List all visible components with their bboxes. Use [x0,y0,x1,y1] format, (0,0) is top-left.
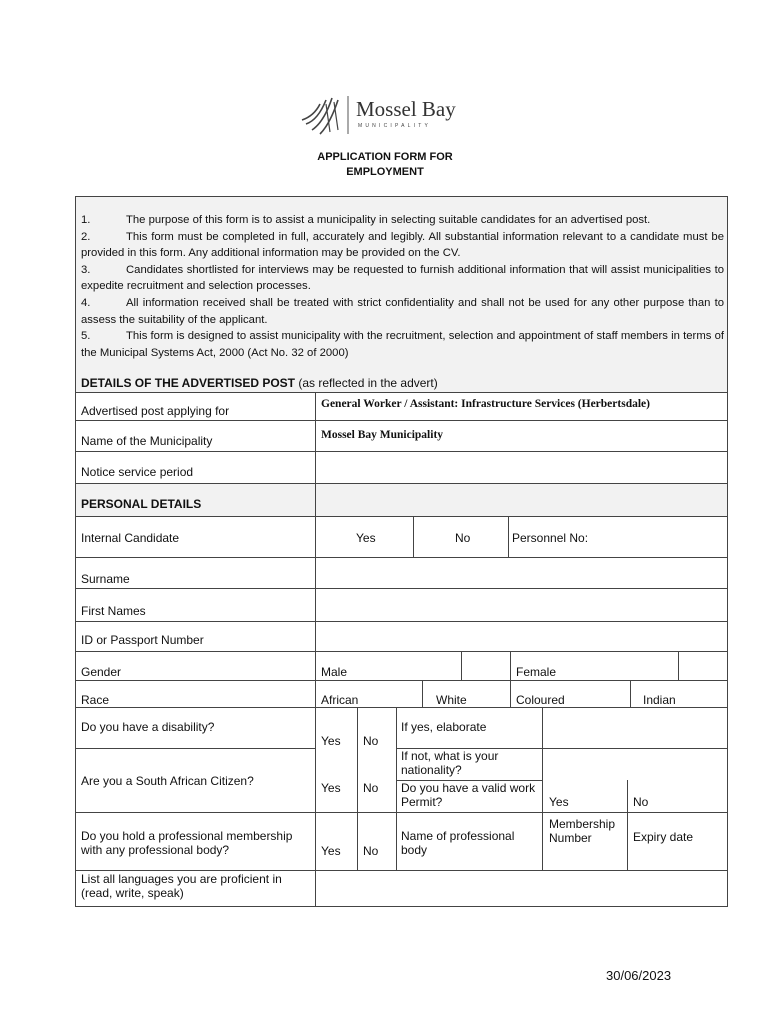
race-indian-option[interactable]: Indian [643,693,676,707]
mossel-bay-emblem-icon [300,94,352,138]
membership-label: Do you hold a professional membership with any professional body? [81,829,293,857]
municipality-value[interactable]: Mossel Bay Municipality [321,429,444,441]
title-line-1: APPLICATION FORM FOR [317,151,453,163]
languages-label: List all languages you are proficient in (read, write, speak) [81,872,282,900]
disability-elaborate-label: If yes, elaborate [401,720,487,734]
surname-label: Surname [81,572,130,586]
disability-yes-option[interactable]: Yes [321,734,341,748]
gender-female-option[interactable]: Female [516,665,557,679]
logo-subtitle: MUNICIPALITY [358,123,432,129]
work-permit-label: Do you have a valid work Permit? [401,781,536,809]
citizen-label: Are you a South African Citizen? [81,774,254,788]
logo-name: Mossel Bay [356,97,456,121]
race-white-option[interactable]: White [436,693,467,707]
notice-period-label: Notice service period [81,465,194,479]
intro-item: 3. Candidates shortlisted for interviews may be requested to furnish additional information that will assist municipalities to expedite recruitment and selection processes. [81,263,724,293]
internal-no-option[interactable]: No [455,531,471,545]
intro-item: 1. The purpose of this form is to assist a municipality in selecting suitable candidates for an advertised post. [81,214,651,226]
id-passport-label: ID or Passport Number [81,633,204,647]
advert-section-heading: DETAILS OF THE ADVERTISED POST (as reflected in the advert) [81,376,438,390]
personnel-number-label: Personnel No: [512,531,589,545]
membership-yes-option[interactable]: Yes [321,844,341,858]
intro-instructions [81,212,724,361]
intro-item: 4. All information received shall be treated with strict confidentiality and shall not be used for any other purpose than to assess the suitability of the applicant. [81,296,724,326]
gender-male-option[interactable]: Male [321,665,348,679]
post-value[interactable]: General Worker / Assistant: Infrastructure Services (Herbertsdale) [321,398,650,410]
gender-label: Gender [81,665,122,679]
disability-no-option[interactable]: No [363,734,379,748]
membership-number-label: Membership Number [549,817,616,845]
post-label: Advertised post applying for [81,404,230,418]
intro-item: 5. This form is designed to assist municipality with the recruitment, selection and appointment of staff members in terms of the Municipal Systems Act, 2000 (Act No. 32 of 2000) [81,330,724,359]
internal-candidate-label: Internal Candidate [81,531,180,545]
race-african-option[interactable]: African [321,693,359,707]
citizen-no-option[interactable]: No [363,781,379,795]
expiry-date-label: Expiry date [633,830,694,844]
personal-section-heading: PERSONAL DETAILS [81,497,202,511]
nationality-label: If not, what is your nationality? [401,749,499,777]
citizen-yes-option[interactable]: Yes [321,781,341,795]
membership-no-option[interactable]: No [363,844,379,858]
permit-yes-option[interactable]: Yes [549,795,569,809]
municipality-label: Name of the Municipality [81,434,213,448]
intro-item: 2. This form must be completed in full, accurately and legibly. All substantial information relevant to a candidate must be provided in this form. Any additional information may be provided on the CV. [81,230,724,260]
permit-no-option[interactable]: No [633,795,649,809]
municipality-logo [300,94,470,138]
internal-yes-option[interactable]: Yes [356,531,376,545]
race-label: Race [81,693,110,707]
professional-body-label: Name of professional body [401,829,515,857]
page-title [0,150,770,180]
disability-label: Do you have a disability? [81,720,215,734]
race-coloured-option[interactable]: Coloured [516,693,565,707]
first-names-label: First Names [81,604,146,618]
title-line-2: EMPLOYMENT [346,166,424,178]
document-date: 30/06/2023 [606,968,672,983]
